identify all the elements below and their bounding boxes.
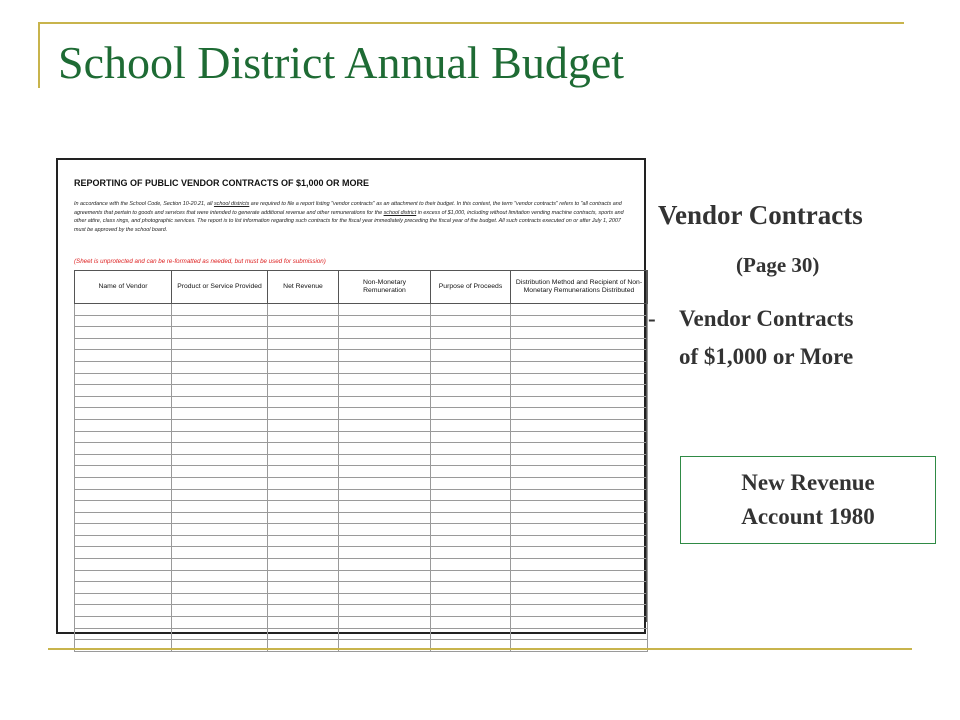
table-cell bbox=[268, 559, 339, 571]
table-cell bbox=[511, 466, 648, 478]
table-cell bbox=[172, 396, 268, 408]
table-cell bbox=[75, 512, 172, 524]
form-note: (Sheet is unprotected and can be re-formatted as needed, but must be used for submission) bbox=[74, 258, 326, 265]
table-cell bbox=[511, 396, 648, 408]
section-heading: Vendor Contracts bbox=[658, 200, 863, 230]
table-cell bbox=[431, 477, 511, 489]
table-row bbox=[75, 350, 648, 362]
table-cell bbox=[431, 350, 511, 362]
table-cell bbox=[511, 443, 648, 455]
table-row bbox=[75, 408, 648, 420]
table-cell bbox=[172, 501, 268, 513]
table-cell bbox=[511, 408, 648, 420]
table-cell bbox=[172, 524, 268, 536]
table-row bbox=[75, 547, 648, 559]
table-cell bbox=[339, 535, 431, 547]
table-cell bbox=[511, 454, 648, 466]
form-instructions-part-3: in excess of $1,000, including without limitation vending machine contracts, sports and other attire, class rings, and photographic services. The report is to list information regarding such contracts for the fiscal year immediately preceding the fiscal year of the budget. All such contracts executed on or after July 1, 2007 must be approved by the school board. bbox=[74, 209, 624, 233]
table-cell bbox=[339, 361, 431, 373]
bullet-dash: - bbox=[648, 306, 656, 331]
table-cell bbox=[431, 628, 511, 640]
table-cell bbox=[339, 501, 431, 513]
table-cell bbox=[75, 477, 172, 489]
table-cell bbox=[339, 593, 431, 605]
table-row bbox=[75, 559, 648, 571]
table-row bbox=[75, 396, 648, 408]
table-cell bbox=[172, 570, 268, 582]
table-cell bbox=[431, 593, 511, 605]
table-cell bbox=[172, 512, 268, 524]
table-cell bbox=[511, 628, 648, 640]
table-cell bbox=[75, 605, 172, 617]
bullet-text-line-2: of $1,000 or More bbox=[679, 344, 854, 369]
table-cell bbox=[339, 559, 431, 571]
table-cell bbox=[268, 373, 339, 385]
table-cell bbox=[172, 593, 268, 605]
table-row bbox=[75, 327, 648, 339]
table-cell bbox=[339, 350, 431, 362]
table-row bbox=[75, 489, 648, 501]
table-row bbox=[75, 477, 648, 489]
table-cell bbox=[339, 489, 431, 501]
table-cell bbox=[268, 535, 339, 547]
table-row bbox=[75, 582, 648, 594]
table-cell bbox=[339, 547, 431, 559]
table-cell bbox=[75, 593, 172, 605]
table-cell bbox=[339, 396, 431, 408]
table-cell bbox=[511, 477, 648, 489]
column-header-non-monetary-remuneration: Non-Monetary Remuneration bbox=[339, 271, 431, 304]
table-cell bbox=[339, 315, 431, 327]
table-header-row bbox=[75, 271, 648, 304]
table-cell bbox=[75, 396, 172, 408]
table-cell bbox=[268, 617, 339, 629]
table-cell bbox=[339, 477, 431, 489]
table-cell bbox=[339, 419, 431, 431]
page-reference: (Page 30) bbox=[736, 253, 820, 277]
form-instructions-link-2: school district bbox=[383, 209, 417, 216]
table-cell bbox=[431, 419, 511, 431]
table-cell bbox=[511, 547, 648, 559]
table-row bbox=[75, 617, 648, 629]
table-cell bbox=[511, 617, 648, 629]
table-cell bbox=[339, 431, 431, 443]
table-cell bbox=[172, 315, 268, 327]
table-cell bbox=[172, 361, 268, 373]
table-cell bbox=[75, 431, 172, 443]
table-cell bbox=[172, 304, 268, 316]
table-cell bbox=[75, 582, 172, 594]
table-cell bbox=[431, 361, 511, 373]
table-cell bbox=[75, 501, 172, 513]
table-cell bbox=[339, 466, 431, 478]
table-cell bbox=[431, 385, 511, 397]
table-cell bbox=[339, 304, 431, 316]
table-cell bbox=[268, 338, 339, 350]
table-row bbox=[75, 315, 648, 327]
table-cell bbox=[75, 454, 172, 466]
table-cell bbox=[172, 617, 268, 629]
table-cell bbox=[511, 535, 648, 547]
table-cell bbox=[339, 385, 431, 397]
table-row bbox=[75, 524, 648, 536]
form-heading: REPORTING OF PUBLIC VENDOR CONTRACTS OF $1,000 OR MORE bbox=[74, 178, 370, 188]
table-row bbox=[75, 454, 648, 466]
table-cell bbox=[339, 454, 431, 466]
table-cell bbox=[511, 501, 648, 513]
table-cell bbox=[172, 477, 268, 489]
column-header-product-or-service: Product or Service Provided bbox=[172, 271, 268, 304]
table-cell bbox=[339, 570, 431, 582]
table-row bbox=[75, 361, 648, 373]
table-row bbox=[75, 512, 648, 524]
table-cell bbox=[511, 361, 648, 373]
table-cell bbox=[511, 338, 648, 350]
table-cell bbox=[431, 582, 511, 594]
table-cell bbox=[431, 617, 511, 629]
bullet-text-line-1: Vendor Contracts bbox=[679, 306, 854, 331]
table-cell bbox=[172, 547, 268, 559]
table-row bbox=[75, 338, 648, 350]
table-cell bbox=[431, 431, 511, 443]
table-cell bbox=[431, 327, 511, 339]
revenue-box-line-1: New Revenue bbox=[741, 470, 875, 495]
table-cell bbox=[268, 605, 339, 617]
column-header-distribution-method: Distribution Method and Recipient of Non-Monetary Remunerations Distributed bbox=[511, 271, 648, 304]
column-header-net-revenue: Net Revenue bbox=[268, 271, 339, 304]
revenue-account-box bbox=[680, 456, 936, 544]
table-cell bbox=[75, 361, 172, 373]
table-cell bbox=[339, 338, 431, 350]
table-cell bbox=[339, 512, 431, 524]
table-cell bbox=[268, 350, 339, 362]
table-cell bbox=[75, 570, 172, 582]
table-cell bbox=[339, 628, 431, 640]
table-cell bbox=[75, 489, 172, 501]
table-cell bbox=[339, 408, 431, 420]
table-cell bbox=[172, 338, 268, 350]
table-cell bbox=[511, 419, 648, 431]
table-cell bbox=[172, 489, 268, 501]
table-cell bbox=[172, 419, 268, 431]
table-cell bbox=[431, 489, 511, 501]
table-cell bbox=[268, 593, 339, 605]
table-cell bbox=[431, 559, 511, 571]
table-cell bbox=[268, 524, 339, 536]
bottom-rule bbox=[48, 648, 912, 650]
table-cell bbox=[172, 466, 268, 478]
table-row bbox=[75, 570, 648, 582]
form-instructions-part-1: In accordance with the School Code, Section 10-20.21, all bbox=[74, 201, 214, 207]
table-row bbox=[75, 628, 648, 640]
table-cell bbox=[268, 315, 339, 327]
table-cell bbox=[268, 582, 339, 594]
table-cell bbox=[268, 570, 339, 582]
table-cell bbox=[268, 477, 339, 489]
table-cell bbox=[511, 489, 648, 501]
table-body bbox=[75, 304, 648, 652]
form-instructions-link-1: school districts bbox=[213, 201, 250, 207]
table-cell bbox=[268, 419, 339, 431]
table-cell bbox=[339, 617, 431, 629]
table-cell bbox=[431, 315, 511, 327]
table-cell bbox=[268, 466, 339, 478]
table-row bbox=[75, 501, 648, 513]
table-cell bbox=[511, 582, 648, 594]
table-cell bbox=[172, 350, 268, 362]
table-cell bbox=[339, 327, 431, 339]
table-cell bbox=[75, 559, 172, 571]
column-header-purpose-of-proceeds: Purpose of Proceeds bbox=[431, 271, 511, 304]
table-cell bbox=[268, 327, 339, 339]
table-cell bbox=[75, 327, 172, 339]
table-cell bbox=[339, 582, 431, 594]
table-row bbox=[75, 535, 648, 547]
table-cell bbox=[75, 466, 172, 478]
table-cell bbox=[431, 454, 511, 466]
table-cell bbox=[431, 408, 511, 420]
table-cell bbox=[172, 327, 268, 339]
table-cell bbox=[268, 396, 339, 408]
table-cell bbox=[75, 304, 172, 316]
table-row bbox=[75, 304, 648, 316]
table-cell bbox=[511, 559, 648, 571]
table-cell bbox=[268, 489, 339, 501]
table-cell bbox=[268, 628, 339, 640]
table-cell bbox=[339, 443, 431, 455]
table-cell bbox=[431, 443, 511, 455]
table-cell bbox=[268, 512, 339, 524]
table-cell bbox=[172, 605, 268, 617]
table-cell bbox=[339, 605, 431, 617]
table-cell bbox=[172, 559, 268, 571]
table-cell bbox=[511, 373, 648, 385]
table-cell bbox=[431, 501, 511, 513]
column-header-name-of-vendor: Name of Vendor bbox=[75, 271, 172, 304]
table-cell bbox=[75, 315, 172, 327]
table-cell bbox=[172, 454, 268, 466]
table-cell bbox=[511, 524, 648, 536]
table-cell bbox=[75, 373, 172, 385]
table-cell bbox=[268, 454, 339, 466]
table-cell bbox=[431, 304, 511, 316]
table-cell bbox=[75, 408, 172, 420]
table-cell bbox=[511, 431, 648, 443]
table-cell bbox=[511, 605, 648, 617]
table-cell bbox=[75, 338, 172, 350]
table-row bbox=[75, 431, 648, 443]
slide-title: School District Annual Budget bbox=[58, 37, 625, 88]
table-cell bbox=[511, 350, 648, 362]
table-cell bbox=[75, 535, 172, 547]
table-cell bbox=[511, 385, 648, 397]
table-row bbox=[75, 373, 648, 385]
table-row bbox=[75, 385, 648, 397]
table-cell bbox=[75, 524, 172, 536]
left-rule bbox=[38, 22, 40, 88]
table-cell bbox=[172, 535, 268, 547]
table-cell bbox=[268, 547, 339, 559]
table-cell bbox=[431, 570, 511, 582]
table-cell bbox=[75, 443, 172, 455]
table-cell bbox=[75, 419, 172, 431]
table-cell bbox=[75, 350, 172, 362]
table-row bbox=[75, 419, 648, 431]
table-cell bbox=[172, 443, 268, 455]
table-cell bbox=[431, 512, 511, 524]
table-cell bbox=[431, 605, 511, 617]
table-cell bbox=[172, 408, 268, 420]
table-cell bbox=[431, 396, 511, 408]
table-row bbox=[75, 443, 648, 455]
table-cell bbox=[268, 361, 339, 373]
table-cell bbox=[268, 408, 339, 420]
table-cell bbox=[268, 304, 339, 316]
table-row bbox=[75, 593, 648, 605]
vendor-contracts-table bbox=[74, 270, 648, 652]
table-cell bbox=[431, 466, 511, 478]
table-cell bbox=[431, 373, 511, 385]
table-cell bbox=[431, 338, 511, 350]
table-cell bbox=[511, 315, 648, 327]
table-cell bbox=[268, 501, 339, 513]
table-cell bbox=[431, 547, 511, 559]
table-cell bbox=[75, 617, 172, 629]
table-cell bbox=[511, 593, 648, 605]
table-cell bbox=[172, 628, 268, 640]
table-cell bbox=[75, 628, 172, 640]
table-cell bbox=[511, 304, 648, 316]
table-cell bbox=[75, 547, 172, 559]
table-cell bbox=[431, 524, 511, 536]
table-row bbox=[75, 605, 648, 617]
table-cell bbox=[75, 385, 172, 397]
table-cell bbox=[268, 431, 339, 443]
table-cell bbox=[339, 373, 431, 385]
table-cell bbox=[511, 327, 648, 339]
form-instructions-part-2: are required to file a report listing "vendor contracts" as an attachment to their budget. In this context, the term "vendor contracts" refers to "all contracts and agreements that pertain to goods and services that were intended to generate additional revenue and other remunerations for the bbox=[74, 201, 622, 216]
form-instructions bbox=[74, 200, 632, 234]
table-row bbox=[75, 466, 648, 478]
revenue-box-line-2: Account 1980 bbox=[741, 504, 875, 529]
table-cell bbox=[268, 443, 339, 455]
table-cell bbox=[172, 431, 268, 443]
table-cell bbox=[511, 570, 648, 582]
table-right-edge bbox=[646, 270, 647, 622]
vendor-contracts-form-image bbox=[56, 158, 646, 634]
table-cell bbox=[172, 385, 268, 397]
table-cell bbox=[339, 524, 431, 536]
top-rule bbox=[40, 22, 904, 24]
table-cell bbox=[268, 385, 339, 397]
table-cell bbox=[511, 512, 648, 524]
table-cell bbox=[172, 373, 268, 385]
table-cell bbox=[172, 582, 268, 594]
table-cell bbox=[431, 535, 511, 547]
